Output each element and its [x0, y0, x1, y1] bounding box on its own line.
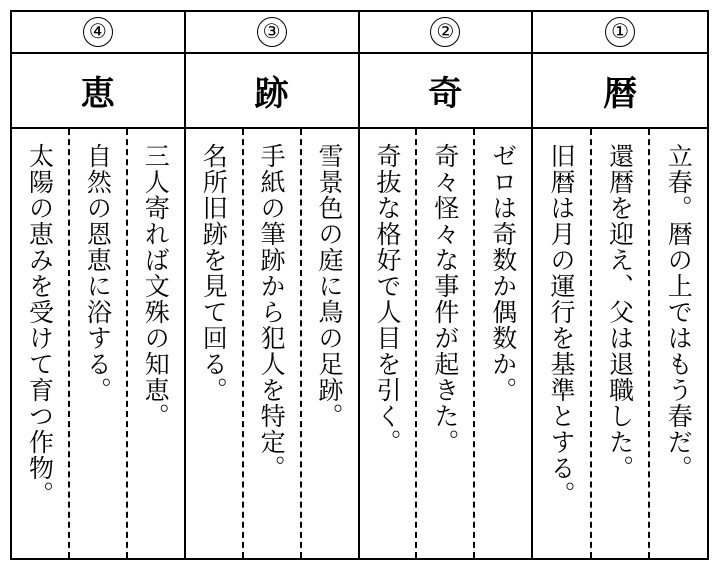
example-sentence: 太陽の恵みを受けて育つ作物。 — [25, 143, 55, 507]
example-sentence: 雪景色の庭に鳥の足跡。 — [315, 143, 345, 429]
group-1-number: ① — [605, 17, 635, 47]
example-sentence: 手紙の筆跡から犯人を特定。 — [257, 143, 287, 481]
group-2-kanji-cell — [360, 54, 534, 129]
example-sentence: 自然の恩恵に浴する。 — [83, 143, 113, 403]
sentence-column — [186, 129, 242, 558]
example-sentence: 奇抜な格好で人目を引く。 — [372, 143, 402, 455]
sentence-column — [648, 129, 707, 558]
group-1-sentences — [533, 129, 707, 558]
group-2-kanji: 奇 — [428, 74, 463, 114]
sentence-column — [300, 129, 358, 558]
group-1-kanji-cell — [533, 54, 707, 129]
group-4-number: ④ — [83, 17, 113, 47]
group-1-kanji: 暦 — [603, 74, 638, 114]
sentence-column — [473, 129, 531, 558]
sentence-column — [415, 129, 473, 558]
group-4-kanji: 恵 — [80, 74, 115, 114]
sentence-column — [590, 129, 649, 558]
example-sentence: 三人寄れば文殊の知恵。 — [141, 143, 171, 429]
sentence-column — [12, 129, 68, 558]
group-4-kanji-cell — [12, 54, 186, 129]
sentence-column — [533, 129, 590, 558]
group-4-number-cell — [12, 12, 186, 54]
group-2-number-cell — [360, 12, 534, 54]
group-3-sentences — [186, 129, 360, 558]
example-sentence: 旧暦は月の運行を基準とする。 — [547, 143, 577, 507]
group-3-number-cell — [186, 12, 360, 54]
group-3-kanji: 跡 — [254, 74, 289, 114]
kanji-worksheet — [10, 10, 709, 560]
example-sentence: 名所旧跡を見て回る。 — [199, 143, 229, 403]
sentence-column — [359, 129, 415, 558]
example-sentence: 立春。暦の上ではもう春だ。 — [664, 143, 694, 481]
example-sentence: 奇々怪々な事件が起きた。 — [430, 143, 460, 455]
example-sentence: ゼロは奇数か偶数か。 — [488, 143, 518, 403]
group-3-number: ③ — [257, 17, 287, 47]
group-4-sentences — [12, 129, 186, 558]
group-2-number: ② — [430, 17, 460, 47]
group-2-sentences — [360, 129, 534, 558]
sentence-column — [126, 129, 184, 558]
example-sentence: 還暦を迎え、父は退職した。 — [605, 143, 635, 481]
sentence-column — [242, 129, 300, 558]
sentence-column — [68, 129, 126, 558]
group-1-number-cell — [533, 12, 707, 54]
group-3-kanji-cell — [186, 54, 360, 129]
